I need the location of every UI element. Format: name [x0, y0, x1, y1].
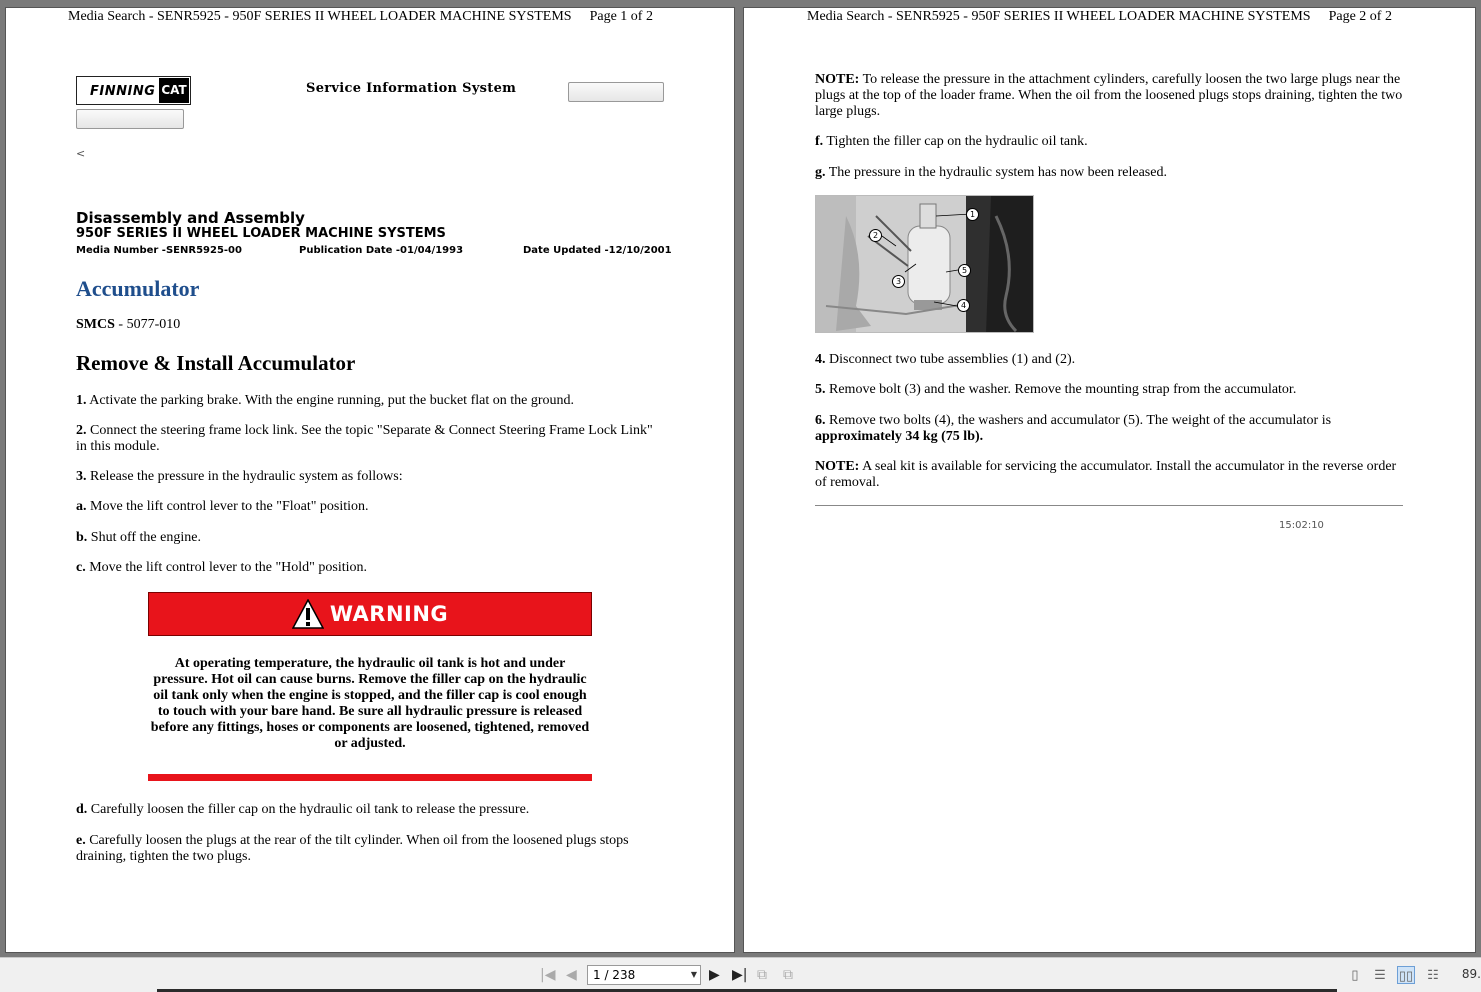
step-number: 6. — [815, 413, 826, 428]
step-d — [76, 802, 656, 818]
note-label: NOTE: — [815, 72, 860, 87]
step-text: The pressure in the hydraulic system has now been released. — [825, 165, 1167, 180]
step-e — [76, 833, 656, 865]
document-page-2 — [743, 7, 1476, 953]
step-number: 3. — [76, 469, 87, 484]
note-seal-kit — [815, 459, 1405, 491]
step-text: Move the lift control lever to the "Float" position. — [86, 499, 369, 514]
doc-subtitle: 950F SERIES II WHEEL LOADER MACHINE SYSTEMS — [76, 226, 446, 241]
note-text: To release the pressure in the attachment cylinders, carefully loosen the two large plugs near the plugs at the top of the loader frame. When the oil from the loosened plugs stops draining, tighten the two large plugs. — [815, 72, 1403, 119]
warning-label: WARNING — [329, 602, 449, 626]
step-text: Activate the parking brake. With the engine running, put the bucket flat on the ground. — [86, 393, 574, 408]
step-number: g. — [815, 165, 826, 180]
paste-icon[interactable]: ⧉ — [783, 967, 793, 983]
accumulator-photo — [816, 196, 1034, 333]
step-text: Carefully loosen the filler cap on the hydraulic oil tank to release the pressure. — [87, 802, 530, 817]
page-header — [68, 9, 653, 25]
page-number-label: Page 1 of 2 — [589, 9, 653, 24]
figure-callout-5: 5 — [958, 264, 971, 277]
warning-banner — [148, 592, 592, 636]
first-page-icon[interactable]: |◀ — [540, 967, 556, 983]
publication-date: Publication Date -01/04/1993 — [299, 245, 464, 256]
step-text: Connect the steering frame lock link. See the topic "Separate & Connect Steering Frame Lock Link" in this module. — [76, 423, 653, 454]
cat-logo: CAT — [159, 78, 189, 103]
step-text: Remove bolt (3) and the washer. Remove the mounting strap from the accumulator. — [825, 382, 1297, 397]
chevron-down-icon: ▼ — [690, 970, 697, 979]
print-timestamp: 15:02:10 — [1279, 520, 1324, 531]
back-arrow-icon[interactable]: < — [76, 147, 86, 160]
last-page-icon[interactable]: ▶| — [732, 967, 748, 983]
step-text: Tighten the filler cap on the hydraulic oil tank. — [823, 134, 1088, 149]
step-number: 1. — [76, 393, 87, 408]
step-number: d. — [76, 802, 88, 817]
warning-divider — [148, 774, 592, 781]
figure-callout-2: 2 — [869, 229, 882, 242]
section-title: Accumulator — [76, 276, 200, 301]
note-pressure — [815, 72, 1405, 120]
step-number: 4. — [815, 352, 826, 367]
previous-page-icon[interactable]: ◀ — [566, 967, 577, 983]
page-number-label: Page 2 of 2 — [1328, 9, 1392, 24]
step-number: f. — [815, 134, 824, 149]
two-page-view-icon[interactable]: ▯▯ — [1398, 968, 1414, 983]
viewer-toolbar — [0, 957, 1481, 992]
figure-callout-3: 3 — [892, 275, 905, 288]
step-c — [76, 560, 656, 576]
two-page-continuous-view-icon[interactable]: ☷ — [1427, 967, 1439, 982]
finning-logo-text: FINNING — [90, 84, 156, 99]
step-6 — [815, 413, 1405, 445]
warning-text: At operating temperature, the hydraulic oil tank is hot and under pressure. Hot oil can cause burns. Remove the filler cap on the hydraulic oil tank only when the engine is stopped, and the filler cap is cool enough to touch with your bare hand. Be sure all hydraulic pressure is released before any fittings, hoses or components are loosened, tightened, removed or adjusted. — [150, 656, 590, 751]
date-updated: Date Updated -12/10/2001 — [523, 245, 672, 256]
media-number: Media Number -SENR5925-00 — [76, 245, 242, 256]
step-4 — [815, 352, 1405, 368]
step-f — [815, 134, 1405, 150]
step-5 — [815, 382, 1405, 398]
step-number: 5. — [815, 382, 826, 397]
warning-triangle-icon — [292, 599, 324, 629]
figure-callout-4: 4 — [957, 299, 970, 312]
step-text: Carefully loosen the plugs at the rear of the tilt cylinder. When oil from the loosened plugs stops draining, tighten the two plugs. — [76, 833, 629, 864]
step-1 — [76, 393, 656, 409]
page-number-select[interactable] — [587, 965, 701, 985]
step-number: c. — [76, 560, 86, 575]
zoom-level[interactable]: 89. — [1461, 967, 1481, 981]
sis-title: Service Information System — [306, 81, 517, 96]
next-page-icon[interactable]: ▶ — [709, 967, 720, 983]
step-a — [76, 499, 656, 515]
finning-cat-logo — [76, 76, 191, 105]
copy-icon[interactable]: ⧉ — [757, 967, 767, 983]
smcs-label: SMCS — [76, 317, 115, 332]
page-number-value: 1 / 238 — [593, 968, 636, 982]
step-text: Shut off the engine. — [87, 530, 201, 545]
step-text: Move the lift control lever to the "Hold" position. — [85, 560, 367, 575]
step-number: b. — [76, 530, 88, 545]
step-number: e. — [76, 833, 86, 848]
accumulator-figure — [815, 195, 1034, 333]
step-text: Release the pressure in the hydraulic system as follows: — [86, 469, 403, 484]
step-g — [815, 165, 1405, 181]
page-header-title: Media Search - SENR5925 - 950F SERIES II WHEEL LOADER MACHINE SYSTEMS — [68, 9, 572, 24]
sis-dropdown-field[interactable] — [568, 82, 664, 102]
sis-search-field[interactable] — [76, 109, 184, 129]
step-b — [76, 530, 656, 546]
step-text: Remove two bolts (4), the washers and accumulator (5). The weight of the accumulator is — [825, 413, 1332, 428]
doc-title: Disassembly and Assembly — [76, 209, 305, 227]
document-page-1 — [5, 7, 735, 953]
divider-line — [815, 505, 1403, 506]
note-text: A seal kit is available for servicing the accumulator. Install the accumulator in the reverse order of removal. — [815, 459, 1397, 490]
step-text: Disconnect two tube assemblies (1) and (2). — [825, 352, 1076, 367]
step-2 — [76, 423, 656, 455]
step-number: 2. — [76, 423, 87, 438]
step-number: a. — [76, 499, 87, 514]
smcs-line — [76, 317, 180, 333]
page-header — [807, 9, 1392, 25]
continuous-view-icon[interactable]: ☰ — [1374, 967, 1386, 982]
weight-value: approximately 34 kg (75 lb). — [815, 429, 984, 444]
figure-callout-1: 1 — [966, 208, 979, 221]
note-label: NOTE: — [815, 459, 860, 474]
procedure-heading: Remove & Install Accumulator — [76, 351, 356, 375]
page-header-title: Media Search - SENR5925 - 950F SERIES II WHEEL LOADER MACHINE SYSTEMS — [807, 9, 1311, 24]
step-3 — [76, 469, 656, 485]
single-page-view-icon[interactable]: ▯ — [1351, 967, 1359, 982]
smcs-value: - 5077-010 — [114, 317, 181, 332]
